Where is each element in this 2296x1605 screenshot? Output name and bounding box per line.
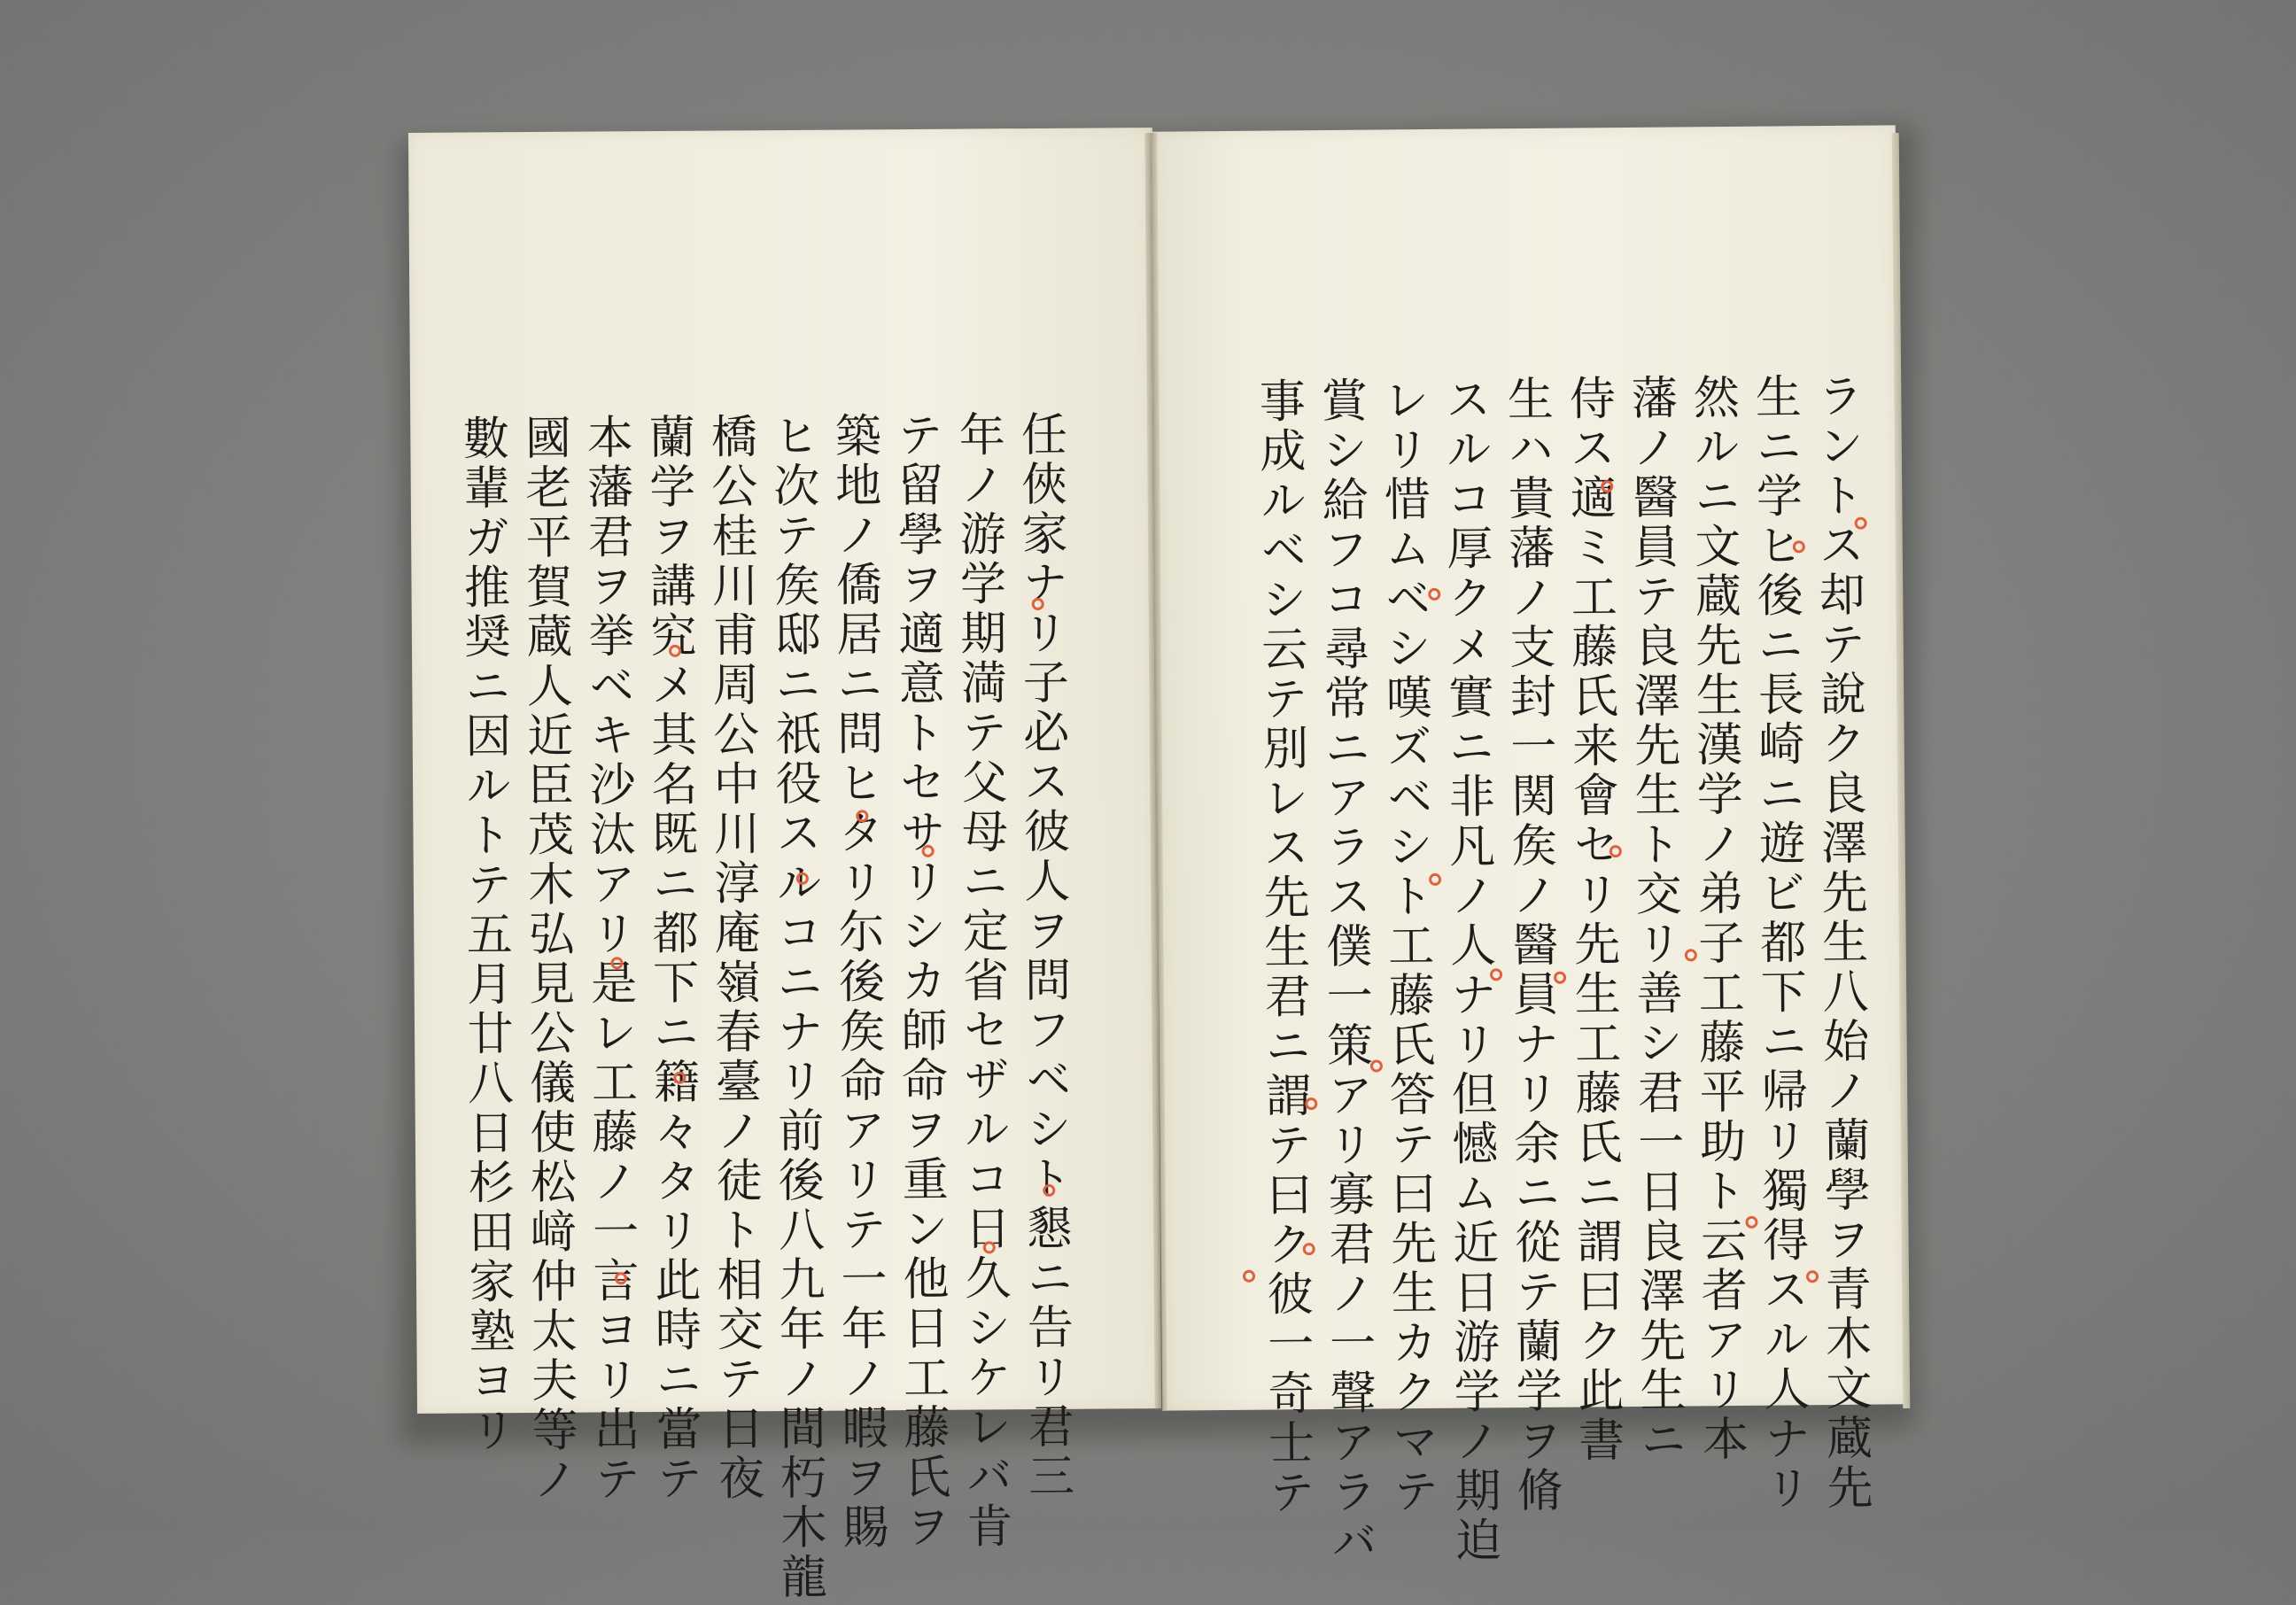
punctuation-mark: [1305, 1097, 1317, 1110]
punctuation-mark: [669, 645, 681, 657]
text-column: 賞シ給フコ尋常ニアラス僕一策アリ寡君ノ一聲アラバ: [1313, 376, 1377, 1568]
text-column: 本藩君ヲ挙ベキ沙汰アリ是レ工藤ノ一言ヨリ出テ: [578, 413, 640, 1505]
punctuation-mark: [1032, 598, 1044, 610]
punctuation-mark: [1601, 480, 1613, 492]
punctuation-mark: [1806, 1270, 1819, 1283]
text-column: レリ惜ムベシ嘆ズベシト工藤氏答テ曰先生カクマテ: [1375, 375, 1439, 1517]
text-column: 數輩ガ推奨ニ因ルトテ五月廿八日杉田家塾ヨリ: [454, 414, 516, 1456]
punctuation-mark: [1793, 540, 1805, 553]
text-column: スルコ厚クメ實ニ非凡ノ人ナリ但憾ム近日游学ノ期迫: [1437, 375, 1501, 1566]
text-column: テ留學ヲ適意トセサリシカ師命ヲ重ン他日工藤氏ヲ: [888, 410, 950, 1553]
text-column: 任俠家ナリ子必ス彼人ヲ問フベシト懇ニ告リ君三: [1012, 409, 1074, 1502]
left-page: [408, 128, 1161, 1603]
punctuation-mark: [1685, 949, 1697, 961]
text-column: ラントス却テ說ク良澤先生八始ノ蘭學ヲ青木文蔵先: [1809, 371, 1873, 1514]
text-column: 築地ノ僑居ニ問ヒタリ尓後矦命アリテ一年ノ暇ヲ賜: [826, 411, 888, 1553]
punctuation-mark: [615, 1272, 627, 1284]
punctuation-mark: [1043, 1184, 1055, 1197]
text-column: 侍ス適ミ工藤氏来會セリ先生工藤氏ニ謂曰ク此書: [1561, 374, 1624, 1466]
punctuation-mark: [1610, 845, 1622, 857]
punctuation-mark: [1490, 968, 1502, 981]
punctuation-mark: [983, 1241, 996, 1253]
punctuation-mark: [1429, 873, 1441, 886]
punctuation-mark: [673, 1072, 686, 1084]
text-column: 生ハ貴藩ノ支封一関矦ノ醫員ナリ余ニ從テ蘭学ヲ脩: [1499, 374, 1563, 1516]
right-page: [1152, 125, 1907, 1568]
punctuation-mark: [1428, 588, 1440, 601]
text-column: 藩ノ醫員テ良澤先生ト交リ善シ君一日良澤先生ニ: [1623, 373, 1686, 1466]
text-column: 生ニ学ヒ後ニ長崎ニ遊ビ都下ニ帰リ獨得スル人ナリ: [1747, 372, 1811, 1514]
punctuation-mark: [1855, 517, 1867, 530]
punctuation-mark: [1554, 972, 1566, 984]
punctuation-mark: [1303, 1243, 1315, 1255]
text-column: 事成ルベシ云テ別レス先生君ニ謂テ曰ク彼一奇士テ: [1251, 376, 1315, 1518]
punctuation-mark: [610, 957, 623, 969]
punctuation-mark: [856, 810, 868, 822]
punctuation-mark: [796, 872, 809, 885]
text-column: ヒ次テ矦邸ニ祇役スルコニナリ前後八九年ノ間朽木龍: [764, 411, 826, 1603]
punctuation-mark: [1370, 1059, 1383, 1072]
text-column: 年ノ游学期満テ父母ニ定省セザルコ日久シケレバ肯: [950, 410, 1012, 1552]
text-column: 然ルニ文蔵先生漢学ノ弟子工藤平助ト云者アリ本: [1685, 372, 1748, 1465]
text-column: 國老平賀蔵人近臣茂木弘見公儀使松﨑仲太夫等ノ: [516, 413, 578, 1506]
text-column: 蘭学ヲ講究メ其名既ニ都下ニ籍々タリ此時ニ當テ: [640, 412, 702, 1505]
text-column: 橋公桂川甫周公中川淳庵嶺春臺ノ徒ト相交テ日夜: [702, 412, 764, 1504]
punctuation-mark: [1243, 1270, 1255, 1283]
punctuation-mark: [1745, 1216, 1757, 1229]
punctuation-mark: [922, 845, 935, 857]
